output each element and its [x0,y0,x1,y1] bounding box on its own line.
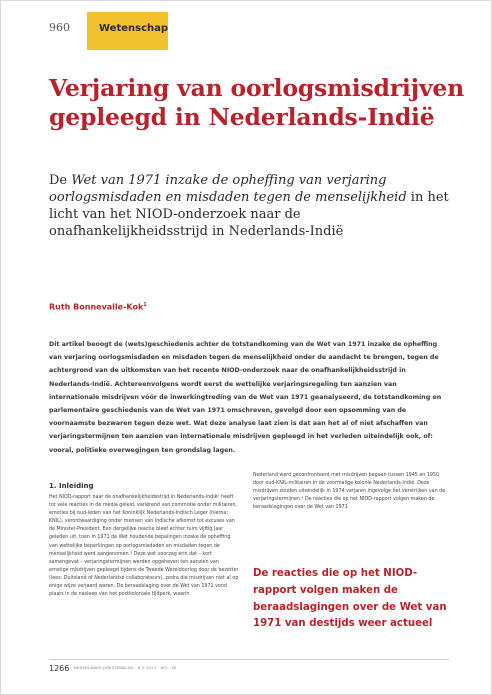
page-number: 960 [49,21,70,34]
author-name: Ruth Bonnevalle-Kok [49,302,144,312]
folio: 1266 [49,664,70,673]
body-column-left [49,482,239,599]
body-text-right: Nederland werd geconfronteerd met misdrijven begaan tussen 1945 en 1950 door oud-KNIL-militairen in de voormalige kolonie Nederlands-Indië. Deze misdrijven zouden uiteindelijk in 1974 verjaren ingevolge het verstrijken van de verjaringstermijnen.⁴ De reacties die op het NIOD-rapport volgen maken de beraadslagingen over de Wet van 1971 [253,473,446,511]
subtitle-law-name: Wet van 1971 inzake de opheffing van verjaring oorlogsmisdaden en misdaden tegen de menselijkheid [49,173,407,205]
author-line [49,302,147,312]
abstract: Dit artikel beoogt de (wets)geschiedenis achter de totstandkoming van de Wet van 1971 inzake de opheffing van verjaring oorlogsmisdaden en misdaden tegen de menselijkheid onder de aandacht te brengen, tegen de achtergrond van de uitkomsten van het recente NIOD-onderzoek naar de onafhankelijkheidsstrijd in Nederlands-Indië. Achtereenvolgens wordt eerst de wettelijke verjaringsregeling ten aanzien van internationale misdrijven vóór de inwerkingtreding van de Wet van 1971 geanalyseerd, de totstandkoming en parlementaire geschiedenis van de Wet van 1971 omschreven, gevolgd door een opsomming van de voornaamste bezwaren tegen deze wet. Wat deze analyse laat zien is dat aan het al of niet afschaffen van verjaringstermijnen ten aanzien van internationale misdrijven gepleegd in het verleden uiteindelijk ook, of: vooral, politieke overwegingen ten grondslag lagen. [49,341,442,454]
body-text-left: Het NIOD-rapport naar de onafhankelijkheidsstrijd in Nederlands-Indië² heeft tot vele reacties in de media geleid, variërend van commotie onder militairen, emoties bij oud-leden van het Koninklijk Nederlands-Indisch Leger (hierna: KNIL), verontwaardiging onder mensen van Indische afkomst tot excuses van de Minister-President. Een dergelijke reactie bleef echter ruim vijftig jaar geleden uit, toen in 1971 de Wet houdende bepalingen inzake de opheffing van wettelijke beperkingen op oorlogsmisdaden en misdaden tegen de menselijkheid werd aangenomen.³ Deze wet voorzag erin dat – kort samengevat – verjaringstermijnen werden opgeheven ten aanzien van ernstige misdrijven gepleegd tijdens de Tweede Wereldoorlog door de bezetter (lees: Duitsland of Nederlandse collaborateurs), zodra die misdrijven niet al op enige wijze verjaard waren. De beraadslaging over de Wet van 1971 vond plaats in de nasleep van het postkoloniale tijdperk, waarin [49,495,239,598]
section-heading: 1. Inleiding [49,482,94,490]
pull-quote: De reacties die op het NIOD-rapport volgen maken de beraadslagingen over de Wet van 1971 van destijds weer actueel [253,568,447,630]
subtitle-lead: De [49,173,72,188]
body-column-right [253,472,448,512]
section-tab: Wetenschap [87,12,168,50]
author-footnote-marker: 1 [143,302,147,308]
article-subtitle [49,172,459,240]
footer-divider [49,659,449,660]
footer-journal: NEDERLANDS JURISTENBLAD · 8-5-2023 · AFL. 18 [74,666,177,670]
article-title: Verjaring van oorlogsmisdrijven gepleegd in Nederlands-Indië [49,74,465,131]
subtitle-rest: in het licht van het NIOD-onderzoek naar de onafhankelijkheidsstrijd in Nederlands-Indië [49,190,449,239]
